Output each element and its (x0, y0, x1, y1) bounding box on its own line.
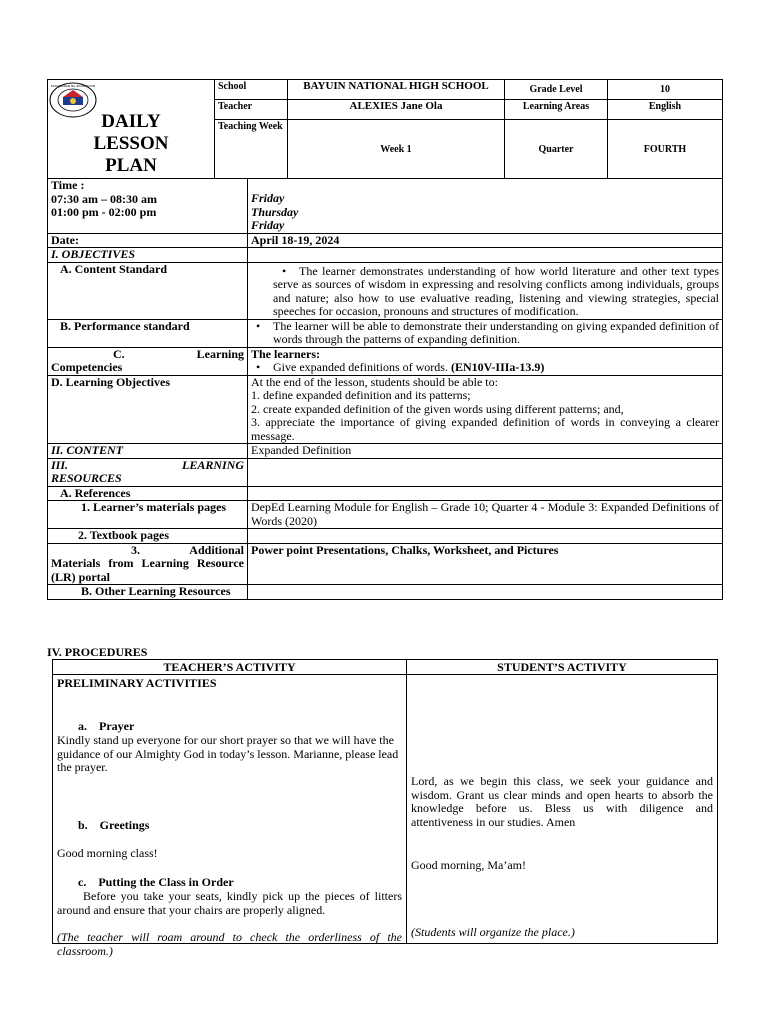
competencies-label-c: Competencies (51, 360, 123, 374)
learning-objectives-label: D. Learning Objectives (48, 375, 248, 444)
other-resources-label: B. Other Learning Resources (48, 585, 248, 600)
quarter-value: FOURTH (608, 120, 723, 179)
student-prayer: Lord, as we begin this class, we seek your guidance and wisdom. Grant us clear minds and open hearts to absorb the knowledge before us. Bless us with diligence and attentiveness in our studies. Amen (411, 774, 713, 829)
header-table (47, 79, 723, 179)
greetings-text: Good morning class! (57, 846, 158, 860)
additional-materials-label: 3. Additional Materials from Learning Resource (LR) portal (48, 543, 248, 585)
student-activity-header: STUDENT’S ACTIVITY (407, 660, 718, 675)
resources-heading-c: RESOURCES (51, 471, 122, 485)
title-cell (48, 80, 215, 179)
content-value: Expanded Definition (248, 444, 723, 459)
teacher-value: ALEXIES Jane Ola (288, 100, 505, 120)
quarter-label: Quarter (505, 120, 608, 179)
school-label: School (215, 80, 288, 100)
greetings-title: b. Greetings (78, 818, 150, 832)
content-standard-text: • The learner demonstrates understanding of how world literature and other text types serve as sources of wisdom in expressing and resolving conflicts among individuals, groups and nature; also how to use evaluative reading, listening and viewing strategies, special speeches for occasion, pronouns and structures of modification. (273, 265, 719, 319)
resources-row (48, 458, 723, 486)
date-label: Date: (48, 233, 248, 248)
performance-standard-label: B. Performance standard (48, 319, 248, 347)
procedures-heading: IV. PROCEDURES (47, 645, 148, 659)
resources-heading-a: III. (51, 457, 69, 472)
competencies-label-b: Learning (196, 346, 244, 361)
procedures-table (52, 659, 718, 958)
student-order: (Students will organize the place.) (411, 925, 575, 939)
day-1: Friday (251, 191, 285, 205)
learners-materials-row (48, 501, 723, 529)
references-label: A. References (48, 486, 248, 501)
teacher-activity-cell (53, 675, 407, 958)
competencies-head: The learners: (251, 346, 320, 361)
competencies-item: Give expanded definitions of words. (273, 360, 448, 374)
lo-intro: At the end of the lesson, students should be able to: (251, 374, 498, 389)
prayer-title: a. Prayer (78, 719, 135, 733)
order-text: Before you take your seats, kindly pick up the pieces of litters around and ensure that your chairs are properly aligned. (57, 889, 402, 917)
resources-heading-b: LEARNING (181, 457, 244, 472)
time-slot-1: 07:30 am – 08:30 am (51, 191, 157, 206)
competencies-row (48, 347, 723, 375)
title-line-3: PLAN (105, 155, 157, 176)
content-heading: II. CONTENT (48, 444, 248, 459)
textbook-label: 2. Textbook pages (48, 529, 248, 544)
learners-materials-value: DepEd Learning Module for English – Grade 10; Quarter 4 - Module 3: Expanded Definitions of Words (2020) (248, 501, 723, 529)
learners-materials-label: 1. Learner’s materials pages (48, 501, 248, 529)
time-label: Time : (51, 178, 85, 192)
week-label: Teaching Week (215, 120, 288, 179)
student-greeting: Good morning, Ma’am! (411, 858, 526, 872)
prayer-text: Kindly stand up everyone for our short prayer so that we will have the guidance of our Almighty God in today’s lesson. Marianne, please lead the prayer. (57, 733, 399, 774)
lo-item-3: 3. appreciate the importance of giving expanded definition of words in conveying a clearer message. (251, 415, 719, 443)
day-2: Thursday (251, 204, 299, 219)
performance-standard-text: • The learner will be able to demonstrate their understanding on giving expanded definition of words through the patterns of expanding definition. (273, 320, 719, 347)
learning-objectives-row (48, 375, 723, 444)
title-line-2: LESSON (93, 133, 169, 154)
day-3: Friday (251, 218, 285, 232)
time-slot-2: 01:00 pm - 02:00 pm (51, 205, 157, 219)
deped-seal-icon (48, 81, 98, 119)
school-value: BAYUIN NATIONAL HIGH SCHOOL (288, 80, 505, 100)
grade-label: Grade Level (505, 80, 608, 100)
order-title: c. Putting the Class in Order (78, 875, 234, 889)
content-standard-row (48, 262, 723, 319)
order-note: (The teacher will roam around to check the orderliness of the classroom.) (57, 930, 402, 958)
lo-item-1: 1. define expanded definition and its patterns; (251, 388, 471, 402)
date-value: April 18-19, 2024 (248, 233, 723, 248)
content-standard-label: A. Content Standard (48, 262, 248, 319)
objectives-heading: I. OBJECTIVES (48, 248, 248, 263)
competencies-code: (EN10V-IIIa-13.9) (450, 360, 545, 374)
areas-value: English (608, 100, 723, 120)
lo-item-2: 2. create expanded definition of the given words using different patterns; and, (251, 401, 624, 416)
competencies-label-a: C. (113, 346, 125, 361)
teacher-label: Teacher (215, 100, 288, 120)
seal-lettering: KAGAWARAN NG EDUKASYON (50, 84, 96, 88)
performance-standard-row (48, 319, 723, 347)
preliminary-heading: PRELIMINARY ACTIVITIES (57, 676, 217, 690)
lesson-info-table (47, 178, 723, 600)
schedule-row (48, 179, 723, 234)
additional-materials-value: Power point Presentations, Chalks, Worksheet, and Pictures (248, 543, 723, 585)
grade-value: 10 (608, 80, 723, 100)
student-activity-cell (407, 675, 718, 944)
week-value: Week 1 (288, 120, 505, 179)
content-row (48, 444, 723, 459)
date-row (48, 233, 723, 248)
title-line-1: DAILY (101, 111, 161, 132)
teacher-activity-header: TEACHER’S ACTIVITY (53, 660, 407, 675)
areas-label: Learning Areas (505, 100, 608, 120)
additional-materials-row (48, 543, 723, 585)
